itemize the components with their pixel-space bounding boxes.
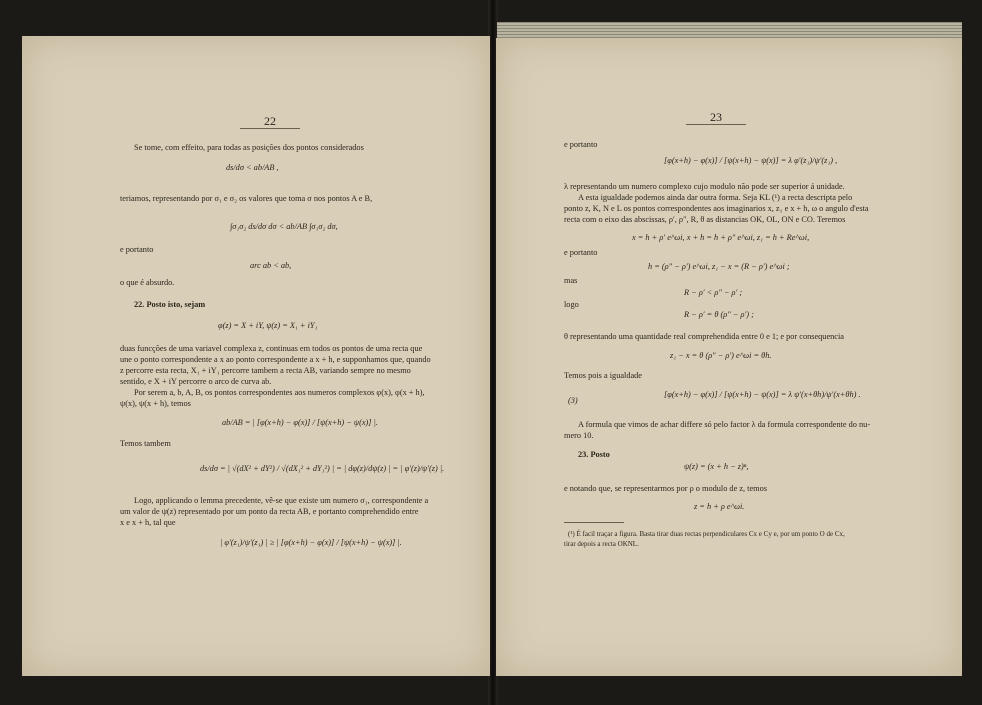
text-line: duas funcções de uma variavel complexa z, continuas em todos os pontos de uma recta que [120,344,423,353]
equation: ab/AB = | [φ(x+h) − φ(x)] / [ψ(x+h) − ψ(x)] |. [222,418,378,427]
equation: [φ(x+h) − φ(x)] / [ψ(x+h) − ψ(x)] = λ ψ′(x+θh)/ψ′(x+θh) . [664,390,861,399]
text-line: ψ(x), ψ(x + h), temos [120,399,191,408]
page-number: 23 [710,110,722,124]
text-line: A esta igualdade podemos ainda dar outra forma. Seja KL (¹) a recta descripta pelo [578,193,853,202]
equation: [φ(x+h) − φ(x)] / [ψ(x+h) − ψ(x)] = λ φ′(z₁)/ψ′(z₁) , [664,156,838,165]
text-line: x e x + h, tal que [120,518,176,527]
equation: ds/dσ = | √(dX² + dY²) / √(dX₁² + dY₁²) | = | dφ(z)/dψ(z) | = | φ′(z)/ψ′(z) |. [200,464,445,473]
section-heading: 22. Posto isto, sejam [134,300,206,309]
footnote-rule [564,522,624,523]
equation: | φ′(z₁)/ψ′(z₁) | ≥ | [φ(x+h) − φ(x)] / [ψ(x+h) − ψ(x)] |. [220,538,402,547]
text-line: um valor de ψ(z) representado por um ponto da recta AB, e portanto comprehendido entre [120,507,419,516]
equation: x = h + ρ′ e^ωi, x + h = h + ρ″ e^ωi, z₁ = h + Re^ωi, [632,233,810,242]
equation: ds/dσ < ab/AB , [226,163,279,172]
text-line: Temos tambem [120,439,171,448]
text-line: Temos pois a igualdade [564,371,642,380]
equation: arc ab < ab, [250,261,292,270]
text-line: sentido, e X + iY percorre o arco de curva ab. [120,377,272,386]
text-line: logo [564,300,579,309]
page-number-rule [686,124,746,125]
text-line: teriamos, representando por σ₁ e σ₂ os valores que toma σ nos pontos A e B, [120,194,373,203]
right-page [496,38,962,676]
footnote-line: (¹) É facil traçar a figura. Basta tirar duas rectas perpendiculares Cx e Cy e, por um ponto O de Cx, [568,530,845,538]
equation: ψ(z) = (x + h − z)ⁿ, [684,462,749,471]
equation: R − ρ′ < ρ″ − ρ′ ; [684,288,743,297]
left-page [22,36,490,676]
text-line: e portanto [564,140,598,149]
text-line: λ representando um numero complexo cujo modulo não pode ser superior á unidade. [564,182,845,191]
text-line: z percorre esta recta, X₁ + iY₁ percorre tambem a recta AB, variando sempre no mesmo [120,366,411,375]
text-line: une o ponto correspondente a x ao ponto correspondente a x + h, e supponhamos que, quando [120,355,431,364]
text-line: mas [564,276,578,285]
page-number-rule [240,128,300,129]
text-line: e portanto [564,248,598,257]
text-line: recta com o eixo das abscissas, ρ′, ρ″, R, θ as distancias OK, OL, ON e CO. Teremos [564,215,846,224]
text-line: Se tome, com effeito, para todas as posições dos pontos considerados [134,143,364,152]
text-line: ponto z, K, N e L os pontos correspondentes aos imaginarios x, z₁ e x + h, ω o angulo d'esta [564,204,869,213]
text-line: θ representando uma quantidade real comprehendida entre 0 e 1; e por consequencia [564,332,844,341]
text-line: e portanto [120,245,154,254]
footnote-line: tirar depois a recta OKNL. [564,540,639,548]
text-line: Por serem a, b, A, B, os pontos correspondentes aos numeros complexos φ(x), φ(x + h), [134,388,425,397]
equation: z₁ − x = θ (ρ″ − ρ′) e^ωi = θh. [670,351,772,360]
section-heading: 23. Posto [578,450,610,459]
equation: ∫σ₁σ₂ ds/dσ dσ < ab/AB ∫σ₁σ₂ dσ, [230,222,338,231]
text-line: Logo, applicando o lemma precedente, vê-se que existe um numero σ₁, correspondente a [134,496,429,505]
page-number: 22 [264,114,276,128]
equation: z = h + ρ e^ωi. [694,502,745,511]
equation: h = (ρ″ − ρ′) e^ωi, z₁ − x = (R − ρ′) e^ωi ; [648,262,790,271]
equation-number: (3) [568,396,578,405]
text-line: mero 10. [564,431,594,440]
text-line: A formula que vimos de achar differe só pelo factor λ da formula correspondente do nu- [578,420,871,429]
text-line: o que é absurdo. [120,278,175,287]
equation: φ(z) = X + iY, ψ(z) = X₁ + iY₁ [218,321,318,330]
text-line: e notando que, se representarmos por ρ o modulo de z, temos [564,484,767,493]
equation: R − ρ′ = θ (ρ″ − ρ′) ; [684,310,754,319]
